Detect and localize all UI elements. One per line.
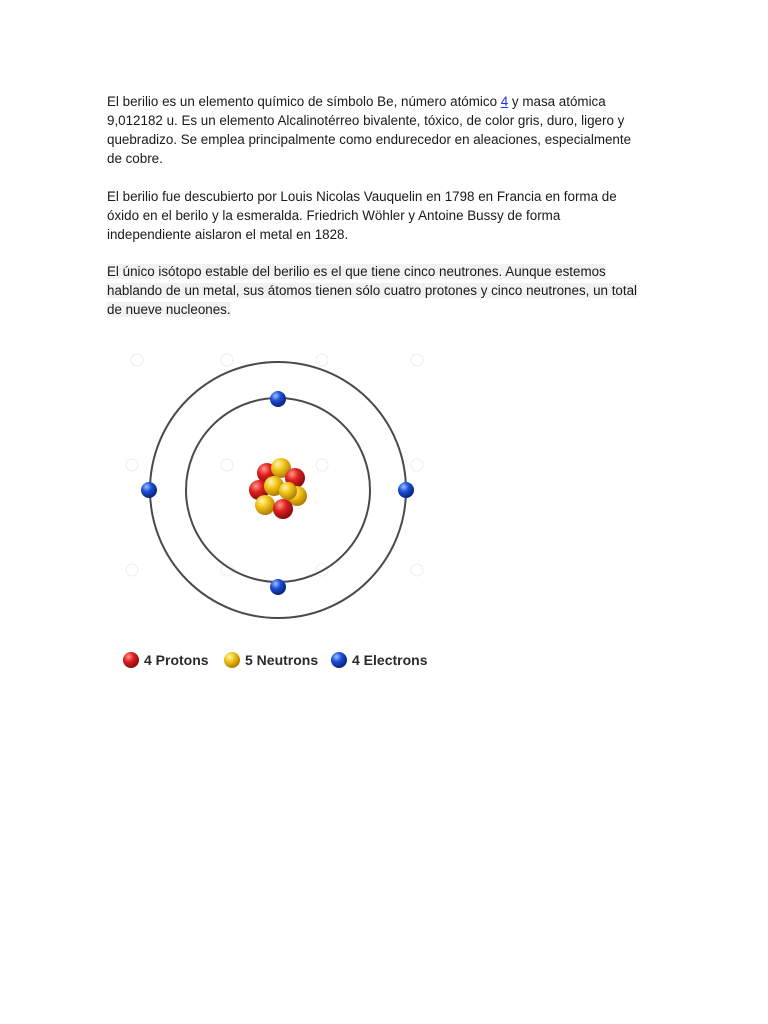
beryllium-atom-figure bbox=[107, 340, 447, 686]
highlighted-text: El único isótopo estable del berilio es el que tiene cinco neutrones. Aunque estemos bbox=[107, 264, 606, 279]
legend bbox=[123, 652, 428, 668]
paragraph-line: independiente aislaron el metal en 1828. bbox=[107, 227, 349, 242]
electron bbox=[398, 482, 414, 498]
paragraph-line bbox=[107, 281, 667, 300]
paragraph-line: El berilio fue descubierto por Louis Nicolas Vauquelin en 1798 en Francia en forma de bbox=[107, 189, 617, 204]
legend-protons-label: 4 Protons bbox=[144, 652, 209, 668]
paragraph-line bbox=[107, 262, 667, 281]
highlighted-text: de nueve nucleones. bbox=[107, 302, 231, 317]
highlighted-text: hablando de un metal, sus átomos tienen sólo cuatro protones y cinco neutrones, un total bbox=[107, 283, 638, 298]
text-run: El berilio es un elemento químico de símbolo Be, número atómico bbox=[107, 94, 501, 109]
atomic-number-link[interactable]: 4 bbox=[500, 94, 509, 109]
paragraph-line: óxido en el berilo y la esmeralda. Friedrich Wöhler y Antoine Bussy de forma bbox=[107, 208, 561, 223]
paragraph-history bbox=[107, 187, 667, 244]
legend-electron-swatch bbox=[331, 652, 347, 668]
neutron bbox=[255, 495, 275, 515]
electron bbox=[270, 579, 286, 595]
proton bbox=[273, 499, 293, 519]
legend-neutron-swatch bbox=[224, 652, 240, 668]
electron bbox=[141, 482, 157, 498]
paragraph-intro bbox=[107, 92, 667, 168]
paragraph-line: 9,012182 u. Es un elemento Alcalinotérreo bivalente, tóxico, de color gris, duro, ligero y bbox=[107, 113, 625, 128]
paragraph-line: de cobre. bbox=[107, 151, 163, 166]
atom-diagram bbox=[107, 340, 447, 686]
paragraph-isotope bbox=[107, 262, 667, 319]
text-run: y masa atómica bbox=[508, 94, 606, 109]
legend-proton-swatch bbox=[123, 652, 139, 668]
paragraph-line bbox=[107, 92, 667, 111]
nucleus bbox=[249, 458, 307, 519]
paragraph-line bbox=[107, 300, 667, 319]
neutron bbox=[279, 482, 297, 500]
legend-electrons-label: 4 Electrons bbox=[352, 652, 428, 668]
legend-neutrons-label: 5 Neutrons bbox=[245, 652, 319, 668]
paragraph-line: quebradizo. Se emplea principalmente como endurecedor en aleaciones, especialmente bbox=[107, 132, 632, 147]
electron bbox=[270, 391, 286, 407]
